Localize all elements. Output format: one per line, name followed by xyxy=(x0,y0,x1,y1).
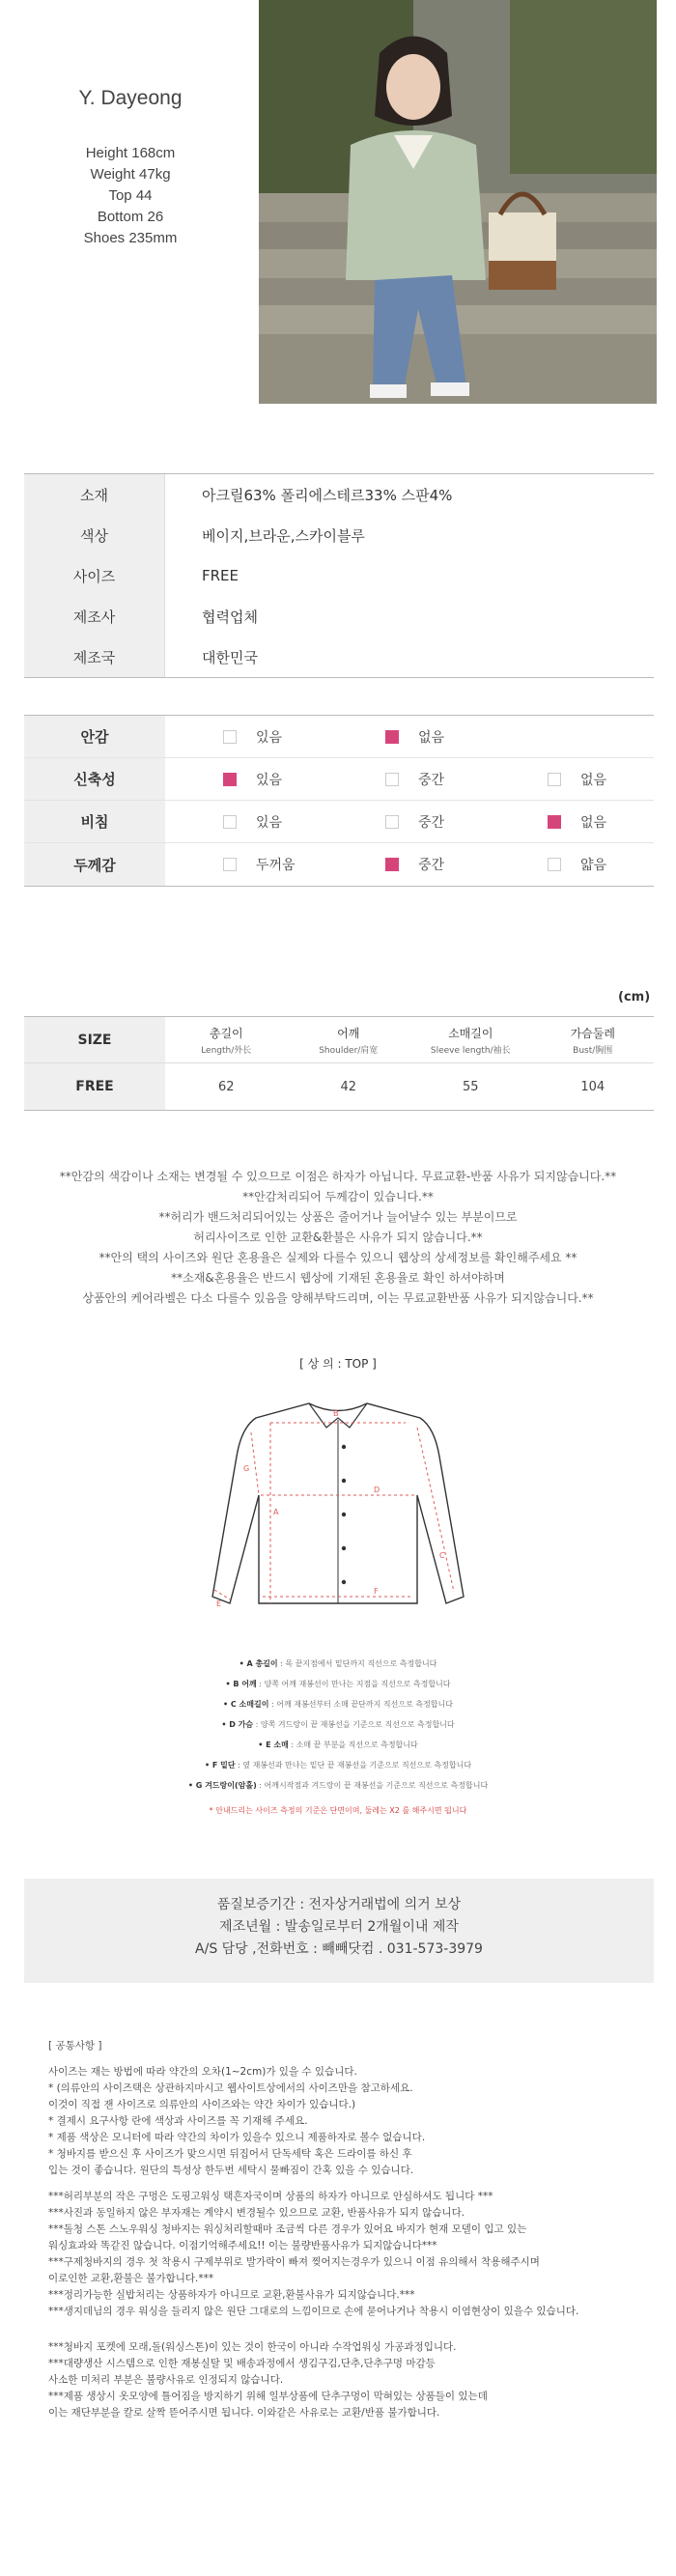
spec-label: 제조사 xyxy=(24,596,165,637)
size-column-header: 어깨 Shoulder/肩宽 xyxy=(319,1026,379,1056)
diagram-letter-c: C xyxy=(439,1551,445,1560)
common-line: ***정리가능한 실밥처리는 상품하자가 아니므로 교환,환불사유가 되지않습니다.*** xyxy=(48,2289,415,2301)
size-row-label: FREE xyxy=(24,1063,165,1110)
size-unit-label: (cm) xyxy=(618,990,651,1005)
warranty-line: A/S 담당 ,전화번호 : 빼빼닷컴 . 031-573-3979 xyxy=(195,1941,483,1957)
notice-line: **안감처리되어 두께감이 있습니다.** xyxy=(242,1190,434,1203)
feel-option-label: 있음 xyxy=(256,729,283,746)
legend-item: • D 가슴 : 양쪽 겨드랑이 끝 재봉선을 기준으로 직선으로 측정합니다 xyxy=(221,1720,455,1729)
spec-label: 소재 xyxy=(24,474,165,515)
common-info xyxy=(48,2038,637,2421)
legend-warning: * 안내드리는 사이즈 측정의 기준은 단면이며, 둘레는 X2 를 해주시면 됩니다 xyxy=(209,1806,467,1815)
spec-row-size xyxy=(24,555,654,596)
common-line: ***돌청 스톤 스노우워싱 청바지는 워싱처리할때마 조금씩 다른 경우가 있어요 바지가 현재 모델이 입고 있는 xyxy=(48,2223,527,2235)
feel-option xyxy=(327,812,490,832)
common-line: 사이즈는 재는 방법에 따라 약간의 오차(1~2cm)가 있을 수 있습니다. xyxy=(48,2066,357,2078)
legend-item: • F 밑단 : 옆 재봉선과 만나는 밑단 끝 재봉선을 기준으로 직선으로 측정합니다 xyxy=(204,1761,472,1769)
diagram-letter-b: B xyxy=(333,1409,339,1418)
common-line: * (의류안의 사이즈택은 상관하지마시고 웹사이트상에서의 사이즈만을 참고하세요. xyxy=(48,2082,413,2094)
feel-table xyxy=(24,715,654,887)
model-height: Height 168cm xyxy=(85,145,176,161)
common-line: ***허리부분의 작은 구멍은 도핑고워싱 택흔자국이며 상품의 하자가 아니므로 안심하셔도 됩니다 *** xyxy=(48,2191,493,2202)
feel-option-label: 두꺼움 xyxy=(256,858,296,873)
notice-line: **소재&혼용율은 반드시 웹상에 기재된 혼용율로 확인 하셔야하며 xyxy=(171,1271,505,1285)
common-line: ***대량생산 시스템으로 인한 재봉실탈 및 배송과정에서 생김구김,단추,단추구멍 마감등 xyxy=(48,2358,436,2369)
checkbox-icon xyxy=(548,858,561,871)
size-value: 42 xyxy=(340,1079,357,1094)
feel-option xyxy=(165,727,327,747)
legend-item: • A 총길이 : 목 끝지점에서 밑단까지 직선으로 측정합니다 xyxy=(239,1659,437,1668)
feel-row-thickness xyxy=(24,843,654,886)
checkbox-icon xyxy=(223,815,237,829)
common-line: * 결제시 요구사항 란에 색상과 사이즈를 꼭 기재해 주세요. xyxy=(48,2115,308,2127)
model-weight: Weight 47kg xyxy=(90,166,171,183)
size-table xyxy=(24,1016,654,1111)
notice-line: 허리사이즈로 인한 교환&환불은 사유가 되지 않습니다.** xyxy=(193,1231,483,1244)
feel-option xyxy=(490,855,652,874)
diagram-title: [ 상 의 : TOP ] xyxy=(299,1357,377,1371)
spec-value: 대한민국 xyxy=(202,648,258,666)
feel-label: 비침 xyxy=(24,801,165,842)
model-photo xyxy=(259,0,657,404)
common-line: 이것이 직접 잰 사이즈로 의류안의 사이즈와는 약간 차이가 있습니다.) xyxy=(48,2099,356,2110)
warranty-line: 제조년월 : 발송일로부터 2개월이내 제작 xyxy=(219,1919,459,1935)
feel-option xyxy=(165,855,327,874)
feel-option xyxy=(490,770,652,789)
common-line: 이는 재단부분을 칼로 살짝 뜯어주시면 됩니다. 이와같은 사유로는 교환/반품 불가합니다. xyxy=(48,2407,440,2419)
feel-option-label: 없음 xyxy=(580,814,607,831)
feel-option xyxy=(490,812,652,832)
common-line: * 청바지를 받으신 후 사이즈가 맞으시면 뒤집어서 단독세탁 혹은 드라이를 하신 후 xyxy=(48,2148,412,2160)
diagram-letter-g: G xyxy=(243,1464,250,1473)
legend-item: • C 소매길이 : 어깨 재봉선부터 소매 끝단까지 직선으로 측정합니다 xyxy=(223,1700,453,1709)
model-info xyxy=(58,87,203,249)
spec-row-manufacturer xyxy=(24,596,654,637)
common-title: [ 공통사항 ] xyxy=(48,2040,102,2052)
size-value: 62 xyxy=(217,1079,235,1094)
spec-table xyxy=(24,473,654,678)
feel-option-label: 있음 xyxy=(256,772,283,788)
spec-value: 베이지,브라운,스카이블루 xyxy=(202,526,365,545)
size-value: 104 xyxy=(580,1079,606,1094)
measurement-legend xyxy=(135,1654,541,1816)
feel-option xyxy=(327,770,490,789)
feel-option xyxy=(327,727,490,747)
feel-option-label: 있음 xyxy=(256,814,283,831)
spec-label: 색상 xyxy=(24,515,165,555)
common-line: ***생지데님의 경우 워싱을 들리지 않은 원단 그대로의 느낌이므로 손에 묻어나거나 착용시 이염현상이 있을수 있습니다. xyxy=(48,2306,579,2317)
notice-line: 상품안의 케어라벨은 다소 다를수 있음을 양해부탁드리며, 이는 무료교환반품 사유가 되지않습니다.** xyxy=(82,1291,594,1305)
spec-label: 사이즈 xyxy=(24,555,165,596)
checkbox-checked-icon xyxy=(385,730,399,744)
checkbox-checked-icon xyxy=(223,773,237,786)
common-line: ***청바지 포켓에 모래,돌(워싱스톤)이 있는 것이 한국이 아니라 수작업워싱 가공과정입니다. xyxy=(48,2341,457,2353)
feel-option xyxy=(165,770,327,789)
size-header-row xyxy=(24,1017,654,1063)
checkbox-icon xyxy=(548,773,561,786)
common-line: 이로인한 교환,환불은 불가합니다.*** xyxy=(48,2273,214,2284)
shirt-icon xyxy=(193,1389,483,1621)
feel-option-label: 중간 xyxy=(418,858,445,873)
feel-option-label: 없음 xyxy=(580,772,607,788)
feel-option xyxy=(165,812,327,832)
spec-row-country xyxy=(24,637,654,677)
feel-option-label: 얇음 xyxy=(580,858,607,873)
warranty-line: 품질보증기간 : 전자상거래법에 의거 보상 xyxy=(216,1897,462,1912)
legend-item: • E 소매 : 소매 끝 부분을 직선으로 측정합니다 xyxy=(258,1741,418,1749)
notice-line: **허리가 밴드처리되어있는 상품은 줄어거나 늘어날수 있는 부분이므로 xyxy=(158,1210,518,1224)
common-line: 입는 것이 좋습니다. 원단의 특성상 한두번 세탁시 물빠짐이 간혹 있을 수 있습니다. xyxy=(48,2165,414,2176)
spec-row-color xyxy=(24,515,654,555)
spec-row-material xyxy=(24,474,654,515)
common-line: ***구제청바지의 경우 첫 착용시 구제부위로 발가락이 빠져 찢어지는경우가 있으니 이점 유의해서 착용해주시며 xyxy=(48,2256,540,2268)
model-shoes: Shoes 235mm xyxy=(83,230,178,246)
spec-value: 아크릴63% 폴리에스테르33% 스판4% xyxy=(202,486,453,504)
diagram-letter-a: A xyxy=(273,1508,279,1516)
spec-label: 제조국 xyxy=(24,637,165,677)
size-value: 55 xyxy=(462,1079,479,1094)
feel-row-lining xyxy=(24,716,654,758)
feel-option-label: 없음 xyxy=(418,729,445,746)
checkbox-checked-icon xyxy=(385,858,399,871)
warranty-box xyxy=(24,1879,654,1983)
notice-text xyxy=(19,1167,657,1309)
feel-label: 안감 xyxy=(24,716,165,757)
spec-value: 협력업체 xyxy=(202,608,258,626)
legend-item: • G 겨드랑이(암홀) : 어깨시작점과 겨드랑이 끝 재봉선을 기준으로 직선으로 측정합니다 xyxy=(187,1781,489,1790)
size-row-free xyxy=(24,1063,654,1110)
feel-label: 신축성 xyxy=(24,758,165,800)
checkbox-icon xyxy=(385,773,399,786)
notice-line: **안감의 색감이나 소재는 변경될 수 있으므로 이점은 하자가 아닙니다. 무료교환-반품 사유가 되지않습니다.** xyxy=(59,1170,617,1183)
spec-value: FREE xyxy=(202,567,239,584)
feel-label: 두께감 xyxy=(24,843,165,886)
model-top: Top 44 xyxy=(108,187,153,204)
diagram-letter-f: F xyxy=(374,1587,379,1596)
size-column-header: 총길이 Length/外长 xyxy=(201,1026,252,1056)
common-line: * 제품 색상은 모니터에 따라 약간의 차이가 있을수 있으니 제품하자로 볼수 없습니다. xyxy=(48,2132,426,2143)
size-column-header: 가슴둘레 Bust/胸围 xyxy=(570,1026,615,1056)
checkbox-checked-icon xyxy=(548,815,561,829)
feel-option-label: 중간 xyxy=(418,814,445,831)
common-line: ***사진과 동일하지 않은 부자재는 계약시 변경될수 있으므로 교환, 반품사유가 되지 않습니다. xyxy=(48,2207,465,2219)
diagram-letter-e: E xyxy=(216,1599,222,1608)
legend-item: • B 어깨 : 양쪽 어깨 재봉선이 만나는 지점을 직선으로 측정합니다 xyxy=(225,1680,451,1688)
feel-row-sheer xyxy=(24,801,654,843)
diagram-letter-d: D xyxy=(374,1486,380,1494)
shirt-measurement-diagram xyxy=(193,1389,483,1621)
model-bottom: Bottom 26 xyxy=(97,209,164,225)
checkbox-icon xyxy=(223,858,237,871)
model-name: Y. Dayeong xyxy=(78,87,183,109)
checkbox-icon xyxy=(223,730,237,744)
notice-line: **안의 택의 사이즈와 원단 혼용율은 실제와 다를수 있으니 웹상의 상세정보를 확인해주세요 ** xyxy=(99,1251,577,1264)
size-header-label: SIZE xyxy=(24,1017,165,1062)
feel-option xyxy=(327,855,490,874)
common-line: 사소한 미처리 부분은 불량사유로 인정되지 않습니다. xyxy=(48,2374,284,2386)
size-column-header: 소매길이 Sleeve length/袖长 xyxy=(430,1026,511,1056)
common-line: 워싱효과와 똑같진 않습니다. 이점기억해주세요!! 이는 불량반품사유가 되지않습니다*** xyxy=(48,2240,437,2251)
feel-row-stretch xyxy=(24,758,654,801)
checkbox-icon xyxy=(385,815,399,829)
common-line: ***제품 생상시 옷모양에 틀어짐을 방지하기 위해 일부상품에 단추구멍이 막혀있는 상품들이 있는데 xyxy=(48,2391,488,2402)
feel-option-label: 중간 xyxy=(418,772,445,788)
